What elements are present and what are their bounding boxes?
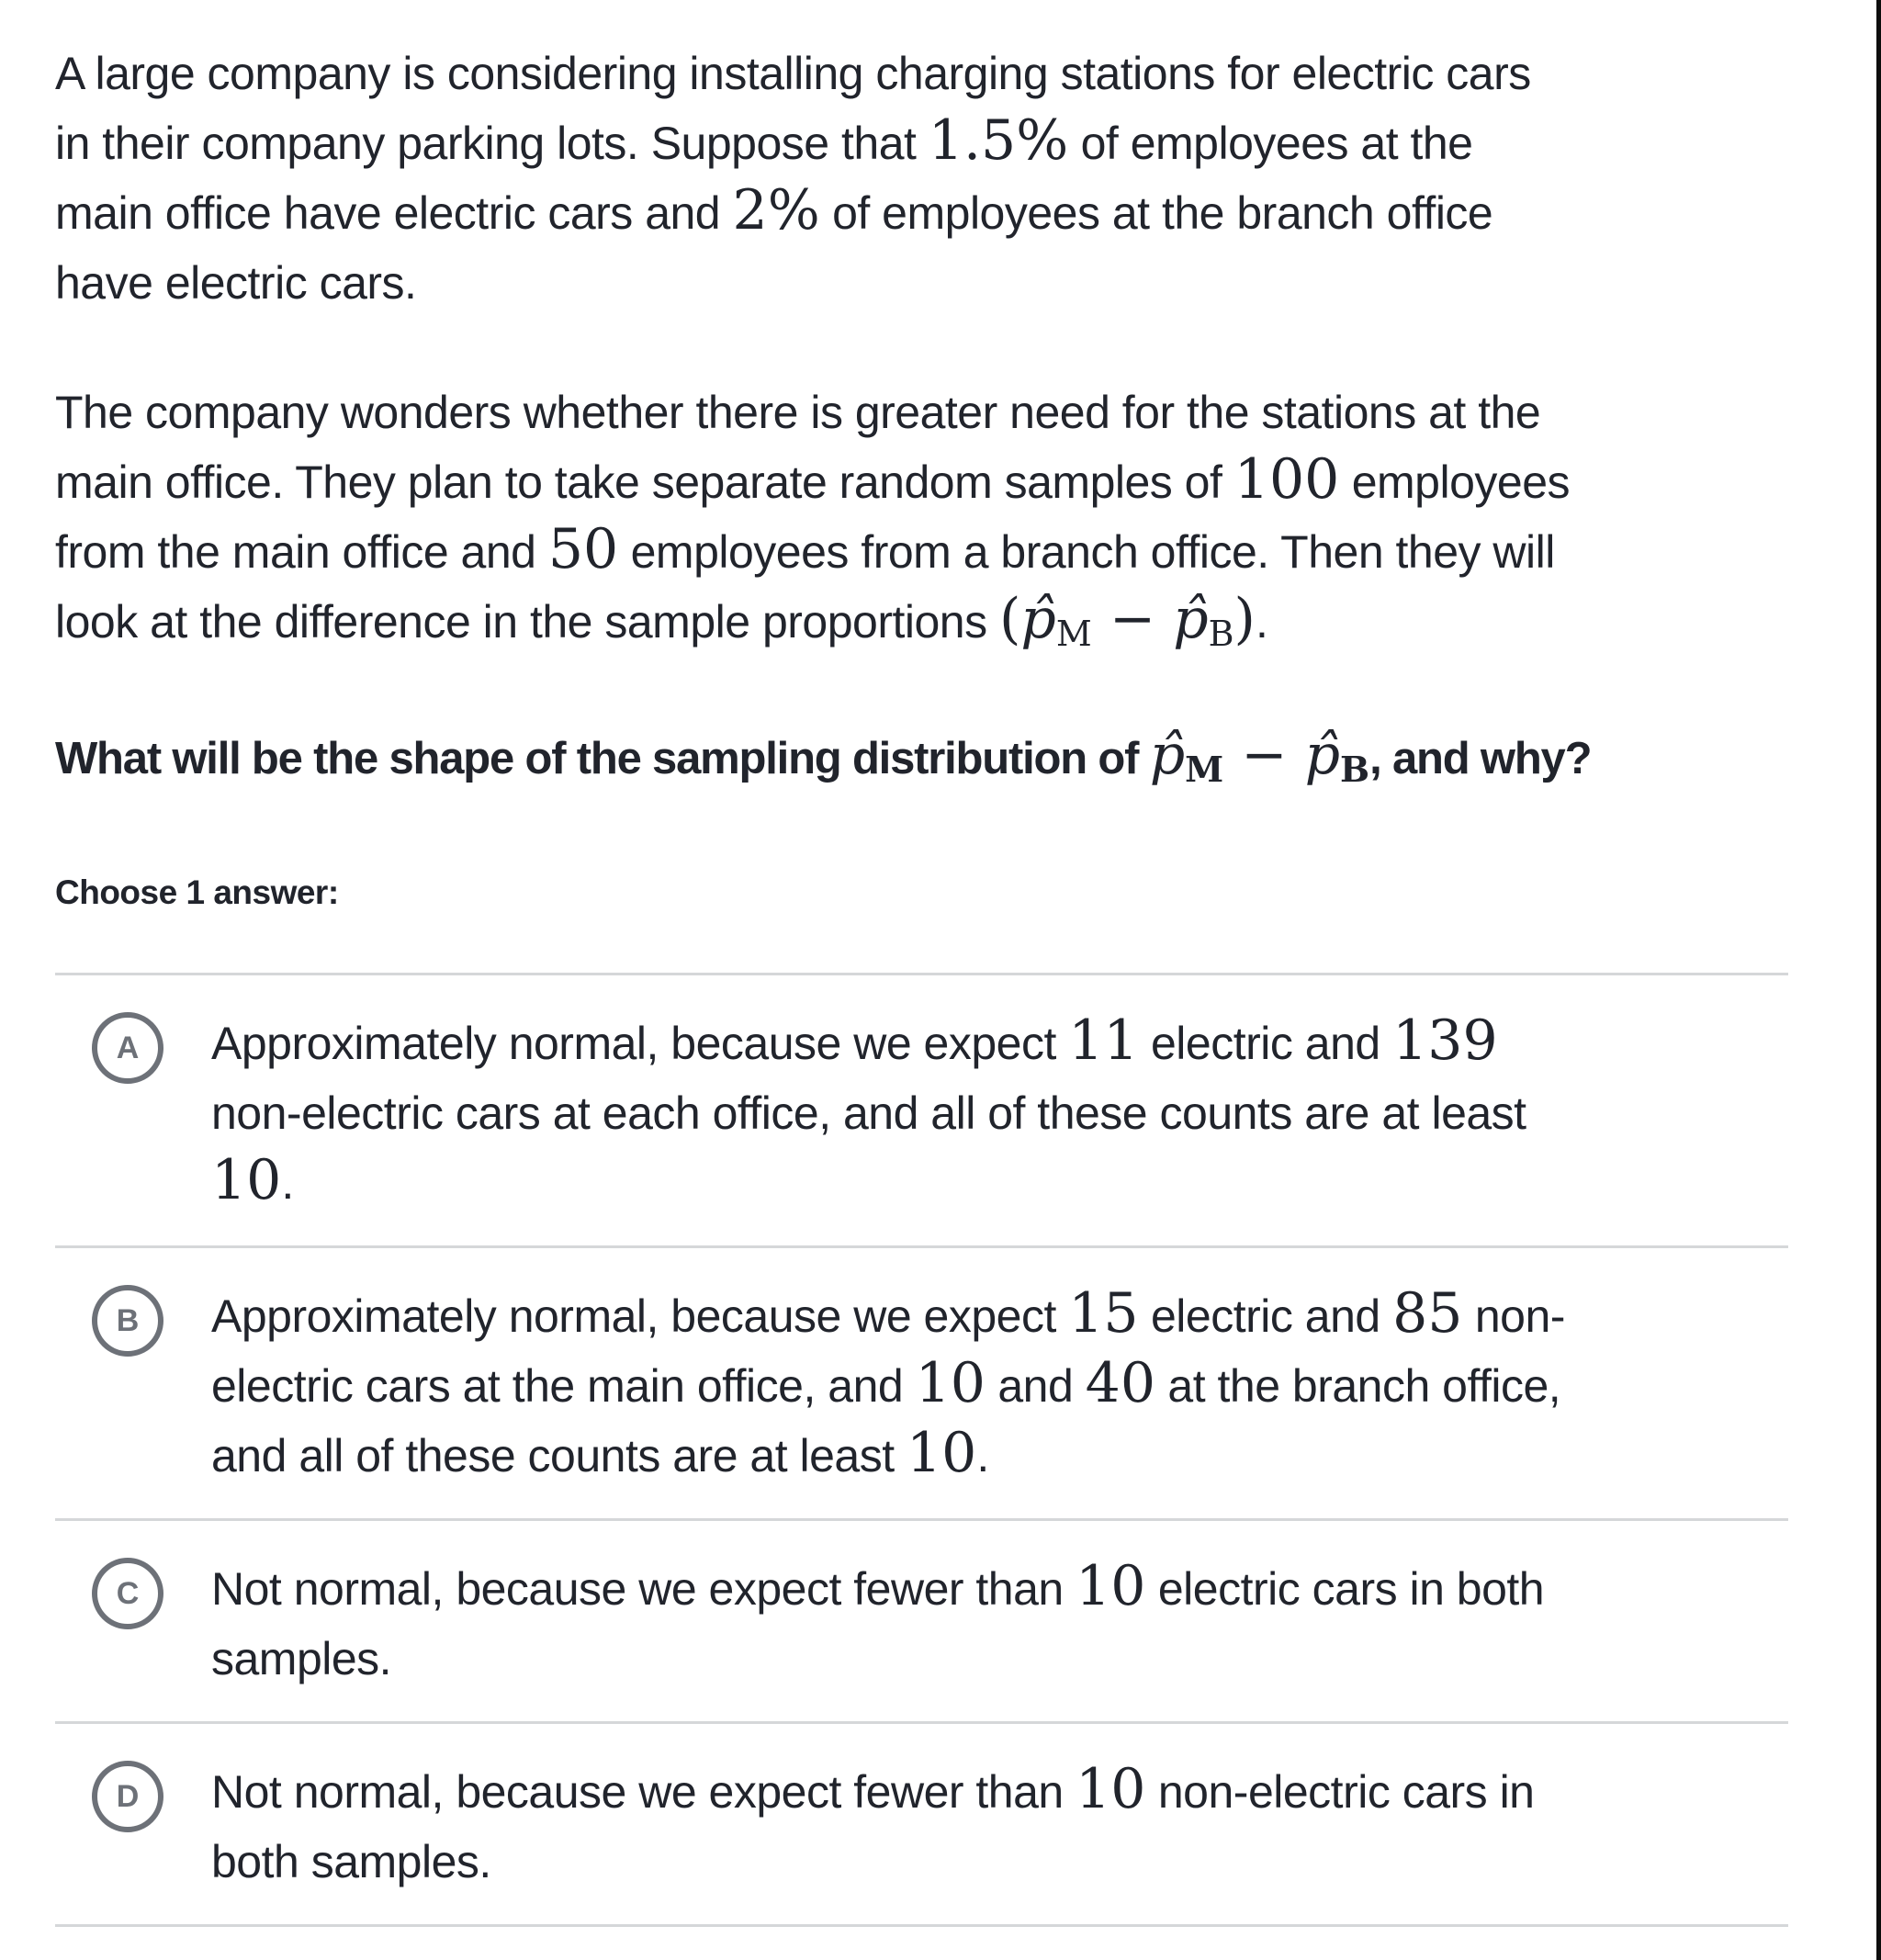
math-segment: 10 — [915, 1351, 986, 1415]
line — [55, 39, 1821, 108]
math-segment: 50 — [547, 517, 619, 581]
line — [211, 1281, 1565, 1351]
math-segment: 100 — [1233, 447, 1340, 512]
text-segment: . — [976, 1430, 989, 1481]
text-segment: Not normal, because we expect fewer than — [211, 1766, 1076, 1818]
text-segment: employees — [1339, 456, 1571, 508]
line — [211, 1554, 1544, 1624]
intro-paragraph-2 — [55, 377, 1821, 657]
line — [55, 447, 1821, 517]
line — [211, 1148, 1526, 1218]
text-segment: look at the difference in the sample proportions — [55, 596, 999, 648]
math-segment: 10 — [907, 1421, 977, 1485]
option-a-radio[interactable] — [92, 1012, 163, 1084]
math-segment: 15 — [1068, 1281, 1139, 1346]
line — [211, 1008, 1526, 1078]
option-d-radio[interactable] — [92, 1761, 163, 1832]
text-segment: main office have electric cars and — [55, 187, 733, 239]
text-segment: of employees at the branch office — [819, 187, 1493, 239]
minus-sign: − — [1223, 723, 1305, 787]
text-segment: non-electric cars at each office, and all of these counts are at least — [211, 1087, 1526, 1139]
p-hat-b-symbol: p̂ — [1173, 587, 1209, 651]
option-a-letter: A — [116, 1031, 140, 1065]
text-segment: . — [1255, 596, 1268, 648]
line — [55, 517, 1821, 587]
option-b-letter: B — [116, 1303, 140, 1338]
text-segment: main office. They plan to take separate random samples of — [55, 456, 1234, 508]
text-segment: Approximately normal, because we expect — [211, 1018, 1069, 1069]
text-segment: have electric cars. — [55, 257, 417, 309]
text-segment: . — [281, 1157, 294, 1209]
option-a-text — [211, 1008, 1526, 1218]
line — [211, 1827, 1534, 1897]
text-segment: in their company parking lots. Suppose that — [55, 118, 929, 169]
math-segment: 1.5% — [928, 108, 1069, 173]
answer-option-b[interactable] — [55, 1248, 1821, 1518]
line — [211, 1757, 1534, 1827]
p-hat-m-symbol: p̂ — [1020, 587, 1056, 651]
text-segment: electric cars in both — [1145, 1563, 1545, 1615]
choose-answer-label: Choose 1 answer: — [55, 873, 339, 911]
p-hat-m-symbol: p̂ — [1149, 723, 1186, 787]
text-segment: What will be the shape of the sampling distribution of — [55, 734, 1150, 783]
answer-option-c[interactable] — [55, 1521, 1821, 1721]
answer-option-d[interactable] — [55, 1724, 1821, 1924]
option-b-text — [211, 1281, 1565, 1491]
question-text — [55, 724, 1821, 794]
text-segment: both samples. — [211, 1836, 491, 1887]
line — [55, 248, 1821, 318]
line — [211, 1078, 1526, 1148]
math-segment: 40 — [1085, 1351, 1156, 1415]
option-b-radio[interactable] — [92, 1285, 163, 1357]
text-segment: Not normal, because we expect fewer than — [211, 1563, 1076, 1615]
line — [55, 587, 1821, 657]
line — [55, 377, 1821, 447]
line — [55, 108, 1821, 178]
text-segment: from the main office and — [55, 526, 548, 578]
text-segment: employees from a branch office. Then they will — [618, 526, 1555, 578]
line — [211, 1351, 1565, 1421]
text-segment: , and why? — [1369, 734, 1592, 783]
math-segment: 85 — [1392, 1281, 1463, 1346]
divider — [55, 1924, 1788, 1927]
subscript-m: M — [1185, 749, 1224, 790]
text-segment: samples. — [211, 1633, 392, 1684]
p-hat-b-symbol: p̂ — [1304, 723, 1341, 787]
math-segment: 10 — [1076, 1554, 1146, 1618]
line — [55, 178, 1821, 248]
subscript-m: M — [1055, 614, 1092, 654]
text-segment: electric and — [1138, 1018, 1393, 1069]
math-segment: 11 — [1068, 1008, 1139, 1073]
option-d-letter: D — [116, 1779, 140, 1814]
option-d-text — [211, 1757, 1534, 1897]
answer-option-a[interactable] — [55, 975, 1821, 1245]
line — [211, 1421, 1565, 1491]
close-paren: ) — [1233, 587, 1256, 651]
text-segment: Approximately normal, because we expect — [211, 1290, 1069, 1342]
text-segment: electric and — [1138, 1290, 1393, 1342]
text-segment: and — [985, 1360, 1086, 1412]
math-segment: 2% — [732, 178, 820, 242]
text-segment: and all of these counts are at least — [211, 1430, 907, 1481]
math-segment: 10 — [211, 1148, 282, 1212]
intro-paragraph-1 — [55, 39, 1821, 318]
line — [211, 1624, 1544, 1694]
math-segment: 10 — [1076, 1757, 1146, 1821]
math-segment: 139 — [1392, 1008, 1498, 1073]
text-segment: non-electric cars in — [1145, 1766, 1535, 1818]
option-c-letter: C — [116, 1576, 140, 1611]
text-segment: electric cars at the main office, and — [211, 1360, 916, 1412]
subscript-b: B — [1208, 614, 1234, 654]
text-segment: non- — [1462, 1290, 1565, 1342]
option-c-radio[interactable] — [92, 1558, 163, 1629]
open-paren: ( — [999, 587, 1021, 651]
text-segment: at the branch office, — [1155, 1360, 1561, 1412]
subscript-b: B — [1340, 749, 1370, 790]
option-c-text — [211, 1554, 1544, 1694]
minus-sign: − — [1091, 587, 1174, 651]
text-segment: The company wonders whether there is greater need for the stations at the — [55, 387, 1541, 438]
text-segment: A large company is considering installing charging stations for electric cars — [55, 48, 1531, 99]
text-segment: of employees at the — [1068, 118, 1473, 169]
